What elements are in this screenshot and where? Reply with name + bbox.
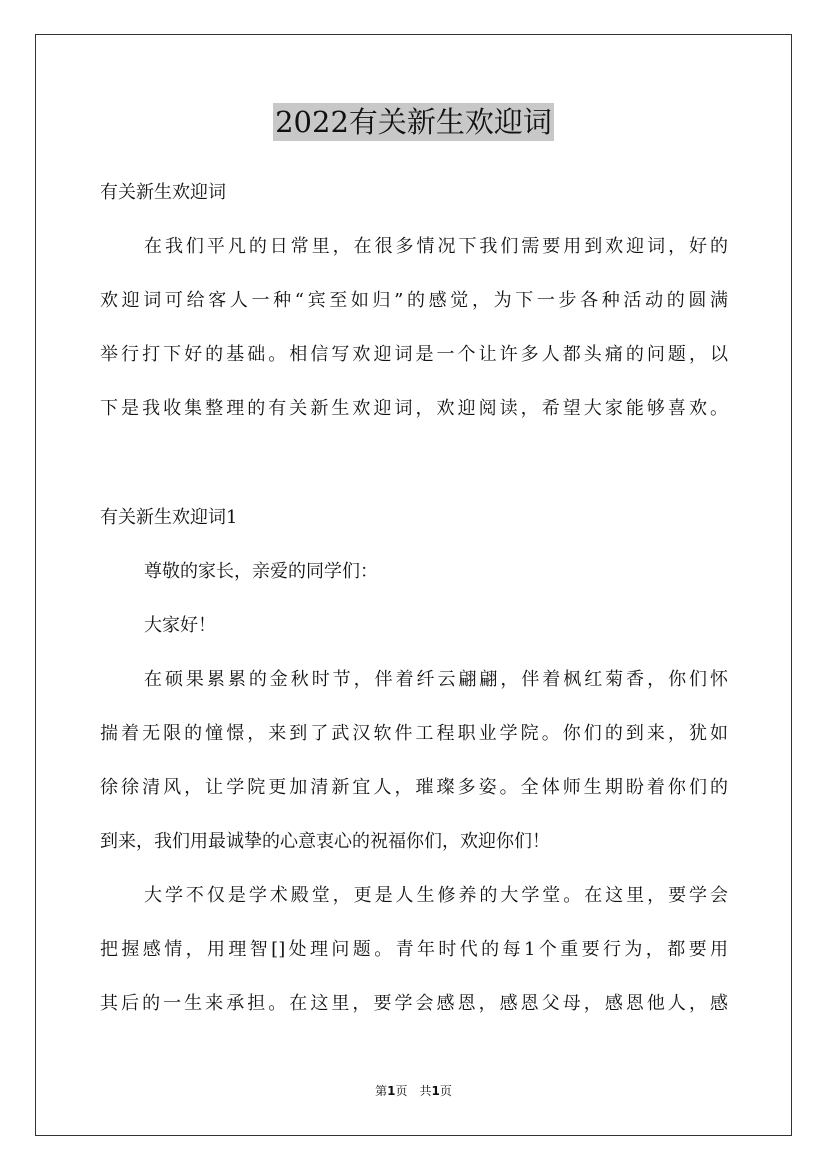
paragraph-line: 到来，我们用最诚挚的心意衷心的祝福你们，欢迎你们！ bbox=[100, 831, 550, 852]
footer-middle: 页 共 bbox=[395, 1084, 432, 1098]
intro-line: 举行打下好的基础。相信写欢迎词是一个让许多人都头痛的问题，以 bbox=[100, 344, 728, 365]
intro-line: 欢迎词可给客人一种“宾至如归”的感觉，为下一步各种活动的圆满 bbox=[100, 290, 728, 311]
footer-total-pages: 1 bbox=[431, 1084, 440, 1098]
title-container bbox=[0, 103, 827, 141]
intro-line: 在我们平凡的日常里，在很多情况下我们需要用到欢迎词，好的 bbox=[144, 236, 728, 257]
article-heading: 有关新生欢迎词1 bbox=[100, 507, 238, 528]
section-heading: 有关新生欢迎词 bbox=[100, 182, 226, 203]
salutation: 尊敬的家长，亲爱的同学们： bbox=[144, 561, 378, 582]
footer-prefix: 第 bbox=[375, 1084, 388, 1098]
greeting: 大家好！ bbox=[144, 615, 216, 636]
paragraph-line: 在硕果累累的金秋时节，伴着纤云翩翩，伴着枫红菊香，你们怀 bbox=[144, 669, 728, 690]
paragraph-line: 其后的一生来承担。在这里，要学会感恩，感恩父母，感恩他人，感 bbox=[100, 993, 728, 1014]
page-footer bbox=[0, 1083, 827, 1099]
intro-line: 下是我收集整理的有关新生欢迎词，欢迎阅读，希望大家能够喜欢。 bbox=[100, 398, 728, 419]
intro-section bbox=[100, 166, 728, 436]
paragraph-line: 把握感情，用理智[]处理问题。青年时代的每1个重要行为，都要用 bbox=[100, 939, 728, 960]
paragraph-line: 大学不仅是学术殿堂，更是人生修养的大学堂。在这里，要学会 bbox=[144, 885, 728, 906]
article-section bbox=[100, 491, 728, 1031]
footer-page-number: 1 bbox=[387, 1084, 396, 1098]
paragraph-line: 揣着无限的憧憬，来到了武汉软件工程职业学院。你们的到来，犹如 bbox=[100, 723, 728, 744]
document-title: 2022有关新生欢迎词 bbox=[275, 105, 552, 139]
paragraph-line: 徐徐清风，让学院更加清新宜人，璀璨多姿。全体师生期盼着你们的 bbox=[100, 777, 728, 798]
footer-suffix: 页 bbox=[439, 1084, 452, 1098]
